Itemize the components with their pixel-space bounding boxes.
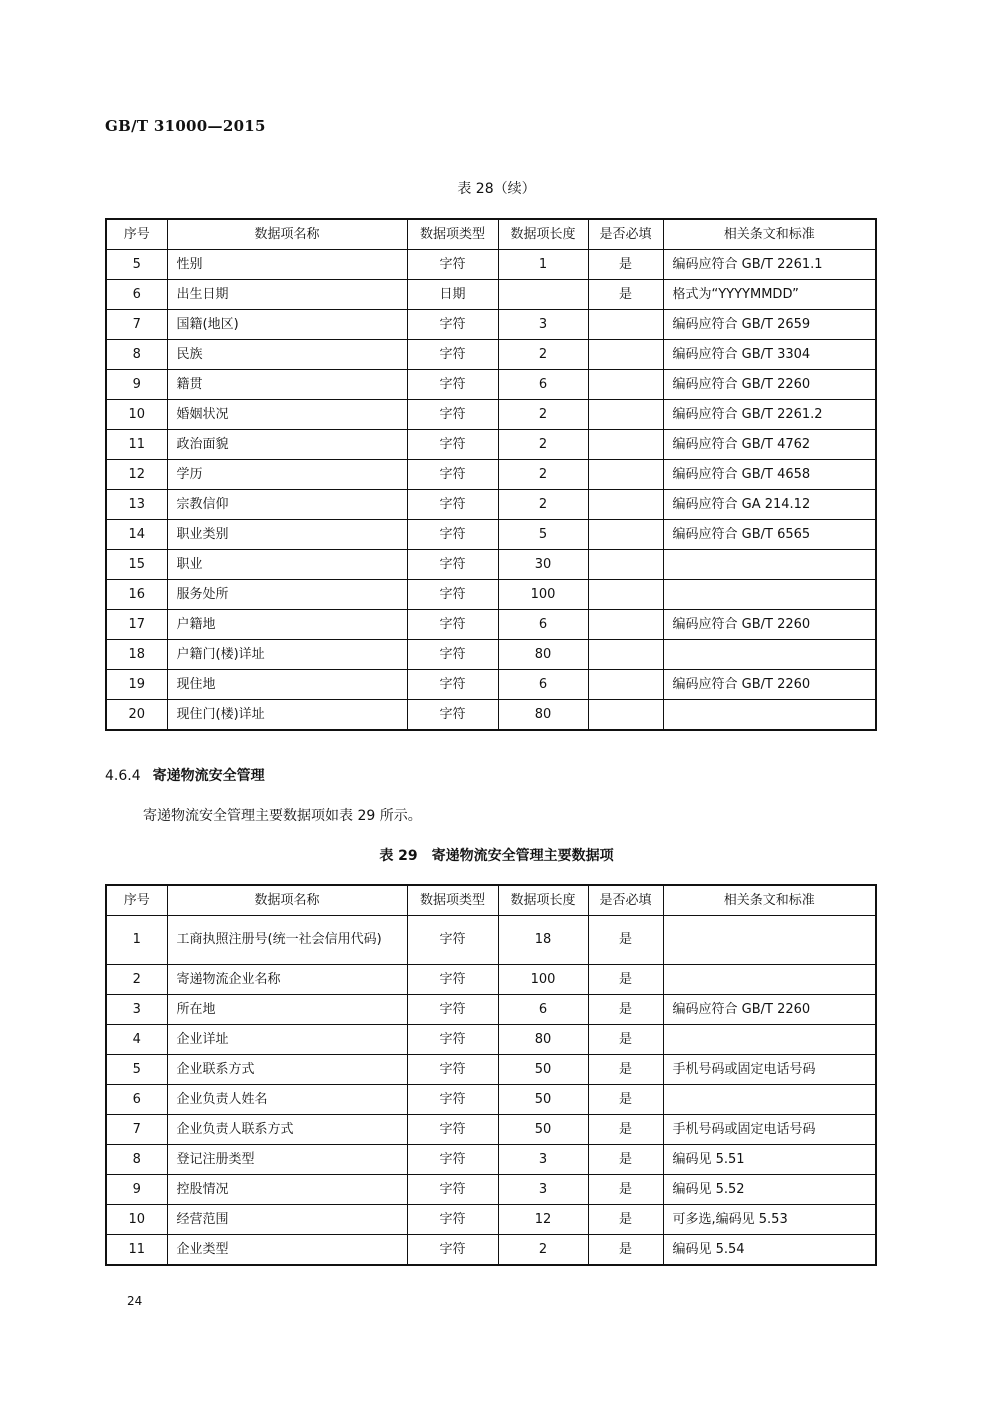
table-row — [106, 400, 876, 430]
cell-col-item-type: 字符 — [407, 1145, 498, 1175]
cell-col-item-length: 2 — [498, 1235, 588, 1266]
cell-col-standard — [663, 550, 876, 580]
cell-col-item-name: 籍贯 — [167, 370, 407, 400]
cell-col-item-name: 政治面貌 — [167, 430, 407, 460]
cell-col-required — [588, 340, 663, 370]
cell-col-item-type: 字符 — [407, 1205, 498, 1235]
cell-col-required: 是 — [588, 1235, 663, 1266]
cell-col-item-name: 控股情况 — [167, 1175, 407, 1205]
table29-header-row — [106, 885, 876, 916]
cell-col-index: 11 — [106, 430, 167, 460]
cell-col-item-type: 字符 — [407, 1115, 498, 1145]
cell-col-standard: 手机号码或固定电话号码 — [663, 1055, 876, 1085]
cell-col-required: 是 — [588, 1145, 663, 1175]
cell-col-index: 16 — [106, 580, 167, 610]
table28 — [105, 218, 877, 731]
cell-col-item-type: 字符 — [407, 610, 498, 640]
table-row — [106, 1145, 876, 1175]
table29-header-col-index: 序号 — [106, 885, 167, 916]
cell-col-item-type: 字符 — [407, 520, 498, 550]
cell-col-item-name: 企业负责人姓名 — [167, 1085, 407, 1115]
cell-col-required: 是 — [588, 916, 663, 965]
cell-col-item-length: 50 — [498, 1085, 588, 1115]
section-number: 4.6.4 — [105, 768, 141, 784]
cell-col-standard — [663, 965, 876, 995]
cell-col-item-type: 字符 — [407, 250, 498, 280]
cell-col-item-type: 字符 — [407, 430, 498, 460]
table-row — [106, 640, 876, 670]
cell-col-item-length: 80 — [498, 640, 588, 670]
cell-col-required — [588, 490, 663, 520]
cell-col-item-name: 寄递物流企业名称 — [167, 965, 407, 995]
cell-col-item-type: 字符 — [407, 340, 498, 370]
cell-col-item-length: 2 — [498, 430, 588, 460]
cell-col-standard — [663, 1025, 876, 1055]
table-row — [106, 250, 876, 280]
cell-col-index: 17 — [106, 610, 167, 640]
cell-col-item-name: 户籍地 — [167, 610, 407, 640]
cell-col-index: 9 — [106, 1175, 167, 1205]
cell-col-item-type: 字符 — [407, 580, 498, 610]
cell-col-item-length: 18 — [498, 916, 588, 965]
table-row — [106, 995, 876, 1025]
cell-col-item-name: 国籍(地区) — [167, 310, 407, 340]
cell-col-item-name: 登记注册类型 — [167, 1145, 407, 1175]
table29-header-col-item-type: 数据项类型 — [407, 885, 498, 916]
cell-col-required: 是 — [588, 1175, 663, 1205]
cell-col-standard — [663, 640, 876, 670]
table-row — [106, 700, 876, 731]
table-row — [106, 460, 876, 490]
cell-col-item-length: 50 — [498, 1115, 588, 1145]
table29-header-col-item-length: 数据项长度 — [498, 885, 588, 916]
cell-col-required: 是 — [588, 250, 663, 280]
cell-col-required — [588, 370, 663, 400]
cell-col-item-length: 6 — [498, 370, 588, 400]
cell-col-required — [588, 400, 663, 430]
cell-col-standard: 编码应符合 GB/T 3304 — [663, 340, 876, 370]
cell-col-index: 7 — [106, 310, 167, 340]
cell-col-standard: 编码应符合 GB/T 6565 — [663, 520, 876, 550]
cell-col-standard: 编码应符合 GB/T 2260 — [663, 670, 876, 700]
cell-col-index: 5 — [106, 250, 167, 280]
cell-col-required: 是 — [588, 280, 663, 310]
cell-col-index: 20 — [106, 700, 167, 731]
cell-col-index: 15 — [106, 550, 167, 580]
cell-col-item-type: 字符 — [407, 310, 498, 340]
cell-col-item-name: 工商执照注册号(统一社会信用代码) — [167, 916, 407, 965]
cell-col-item-name: 所在地 — [167, 995, 407, 1025]
table-row — [106, 310, 876, 340]
cell-col-required — [588, 700, 663, 731]
table-row — [106, 965, 876, 995]
cell-col-item-length: 6 — [498, 610, 588, 640]
table29-caption: 表 29 寄递物流安全管理主要数据项 — [379, 848, 614, 864]
cell-col-standard — [663, 700, 876, 731]
cell-col-item-type: 字符 — [407, 1175, 498, 1205]
cell-col-standard: 编码见 5.54 — [663, 1235, 876, 1266]
section-heading — [105, 765, 265, 785]
cell-col-standard: 格式为“YYYYMMDD” — [663, 280, 876, 310]
table28-header-col-required: 是否必填 — [588, 219, 663, 250]
cell-col-item-name: 性别 — [167, 250, 407, 280]
cell-col-required: 是 — [588, 965, 663, 995]
cell-col-item-name: 现住门(楼)详址 — [167, 700, 407, 731]
table28-header-col-standard: 相关条文和标准 — [663, 219, 876, 250]
cell-col-standard — [663, 916, 876, 965]
cell-col-index: 12 — [106, 460, 167, 490]
table-row — [106, 610, 876, 640]
table-row — [106, 1205, 876, 1235]
cell-col-item-length: 80 — [498, 1025, 588, 1055]
cell-col-standard: 编码应符合 GB/T 2659 — [663, 310, 876, 340]
cell-col-index: 10 — [106, 1205, 167, 1235]
cell-col-item-length: 2 — [498, 460, 588, 490]
table-row — [106, 1085, 876, 1115]
cell-col-standard: 编码应符合 GB/T 2261.1 — [663, 250, 876, 280]
cell-col-item-type: 字符 — [407, 995, 498, 1025]
cell-col-index: 14 — [106, 520, 167, 550]
cell-col-item-type: 字符 — [407, 640, 498, 670]
cell-col-item-type: 字符 — [407, 370, 498, 400]
cell-col-item-length: 100 — [498, 965, 588, 995]
table-row — [106, 1235, 876, 1266]
cell-col-standard: 编码应符合 GA 214.12 — [663, 490, 876, 520]
cell-col-item-length: 5 — [498, 520, 588, 550]
table28-header-row — [106, 219, 876, 250]
table29-header-col-standard: 相关条文和标准 — [663, 885, 876, 916]
cell-col-index: 1 — [106, 916, 167, 965]
cell-col-index: 4 — [106, 1025, 167, 1055]
cell-col-required — [588, 460, 663, 490]
cell-col-required: 是 — [588, 1205, 663, 1235]
cell-col-item-type: 字符 — [407, 965, 498, 995]
table-row — [106, 430, 876, 460]
table-row — [106, 580, 876, 610]
cell-col-index: 19 — [106, 670, 167, 700]
cell-col-index: 6 — [106, 280, 167, 310]
cell-col-item-length: 12 — [498, 1205, 588, 1235]
cell-col-required — [588, 640, 663, 670]
table28-header-col-item-type: 数据项类型 — [407, 219, 498, 250]
table28-caption: 表 28（续） — [457, 181, 536, 197]
cell-col-required — [588, 430, 663, 460]
cell-col-index: 11 — [106, 1235, 167, 1266]
cell-col-required — [588, 610, 663, 640]
table29-header-col-item-name: 数据项名称 — [167, 885, 407, 916]
cell-col-index: 10 — [106, 400, 167, 430]
cell-col-standard: 编码见 5.51 — [663, 1145, 876, 1175]
section-title: 寄递物流安全管理 — [152, 768, 265, 784]
cell-col-item-type: 字符 — [407, 916, 498, 965]
cell-col-item-name: 经营范围 — [167, 1205, 407, 1235]
cell-col-required — [588, 310, 663, 340]
cell-col-item-type: 字符 — [407, 460, 498, 490]
cell-col-item-type: 字符 — [407, 550, 498, 580]
cell-col-item-name: 企业负责人联系方式 — [167, 1115, 407, 1145]
cell-col-item-name: 服务处所 — [167, 580, 407, 610]
cell-col-required — [588, 550, 663, 580]
table-row — [106, 916, 876, 965]
cell-col-standard — [663, 580, 876, 610]
cell-col-item-type: 字符 — [407, 1025, 498, 1055]
cell-col-item-name: 户籍门(楼)详址 — [167, 640, 407, 670]
cell-col-standard: 手机号码或固定电话号码 — [663, 1115, 876, 1145]
table28-header-col-item-name: 数据项名称 — [167, 219, 407, 250]
cell-col-item-name: 职业 — [167, 550, 407, 580]
cell-col-item-name: 民族 — [167, 340, 407, 370]
table-row — [106, 1025, 876, 1055]
cell-col-item-type: 字符 — [407, 1235, 498, 1266]
cell-col-item-name: 企业详址 — [167, 1025, 407, 1055]
cell-col-standard: 可多选,编码见 5.53 — [663, 1205, 876, 1235]
cell-col-item-type: 字符 — [407, 490, 498, 520]
cell-col-required: 是 — [588, 1025, 663, 1055]
cell-col-index: 3 — [106, 995, 167, 1025]
cell-col-standard: 编码应符合 GB/T 2261.2 — [663, 400, 876, 430]
cell-col-standard — [663, 1085, 876, 1115]
table-row — [106, 670, 876, 700]
table28-header-col-item-length: 数据项长度 — [498, 219, 588, 250]
cell-col-item-name: 企业联系方式 — [167, 1055, 407, 1085]
cell-col-standard: 编码应符合 GB/T 4762 — [663, 430, 876, 460]
cell-col-item-name: 企业类型 — [167, 1235, 407, 1266]
cell-col-item-type: 字符 — [407, 670, 498, 700]
table-row — [106, 1055, 876, 1085]
cell-col-required: 是 — [588, 1115, 663, 1145]
cell-col-standard: 编码应符合 GB/T 4658 — [663, 460, 876, 490]
cell-col-item-length: 2 — [498, 400, 588, 430]
cell-col-item-length: 1 — [498, 250, 588, 280]
table-row — [106, 490, 876, 520]
cell-col-index: 2 — [106, 965, 167, 995]
cell-col-required: 是 — [588, 995, 663, 1025]
cell-col-required: 是 — [588, 1085, 663, 1115]
cell-col-required — [588, 670, 663, 700]
cell-col-item-name: 学历 — [167, 460, 407, 490]
cell-col-standard: 编码见 5.52 — [663, 1175, 876, 1205]
cell-col-item-length: 6 — [498, 995, 588, 1025]
cell-col-item-length: 3 — [498, 310, 588, 340]
cell-col-required — [588, 520, 663, 550]
cell-col-item-length: 30 — [498, 550, 588, 580]
cell-col-item-length: 2 — [498, 490, 588, 520]
cell-col-required — [588, 580, 663, 610]
cell-col-index: 13 — [106, 490, 167, 520]
cell-col-item-name: 现住地 — [167, 670, 407, 700]
cell-col-index: 8 — [106, 340, 167, 370]
table-row — [106, 520, 876, 550]
cell-col-item-name: 婚姻状况 — [167, 400, 407, 430]
cell-col-item-type: 日期 — [407, 280, 498, 310]
cell-col-item-length: 6 — [498, 670, 588, 700]
table-row — [106, 370, 876, 400]
cell-col-index: 7 — [106, 1115, 167, 1145]
table29-header-col-required: 是否必填 — [588, 885, 663, 916]
cell-col-index: 6 — [106, 1085, 167, 1115]
cell-col-item-length: 3 — [498, 1145, 588, 1175]
section-paragraph: 寄递物流安全管理主要数据项如表 29 所示。 — [143, 808, 422, 824]
cell-col-required: 是 — [588, 1055, 663, 1085]
document-code: GB/T 31000—2015 — [105, 117, 266, 135]
cell-col-item-type: 字符 — [407, 1055, 498, 1085]
cell-col-index: 8 — [106, 1145, 167, 1175]
cell-col-standard: 编码应符合 GB/T 2260 — [663, 610, 876, 640]
cell-col-item-type: 字符 — [407, 400, 498, 430]
table-row — [106, 340, 876, 370]
cell-col-item-type: 字符 — [407, 700, 498, 731]
cell-col-item-length: 50 — [498, 1055, 588, 1085]
cell-col-index: 9 — [106, 370, 167, 400]
table-row — [106, 550, 876, 580]
table29 — [105, 884, 877, 1266]
table-row — [106, 1175, 876, 1205]
cell-col-item-name: 出生日期 — [167, 280, 407, 310]
cell-col-standard: 编码应符合 GB/T 2260 — [663, 995, 876, 1025]
cell-col-item-name: 职业类别 — [167, 520, 407, 550]
cell-col-item-name: 宗教信仰 — [167, 490, 407, 520]
cell-col-item-length: 80 — [498, 700, 588, 731]
cell-col-index: 18 — [106, 640, 167, 670]
table-row — [106, 280, 876, 310]
cell-col-item-length — [498, 280, 588, 310]
cell-col-standard: 编码应符合 GB/T 2260 — [663, 370, 876, 400]
table28-header-col-index: 序号 — [106, 219, 167, 250]
cell-col-index: 5 — [106, 1055, 167, 1085]
cell-col-item-length: 2 — [498, 340, 588, 370]
cell-col-item-length: 3 — [498, 1175, 588, 1205]
page-number: 24 — [127, 1294, 143, 1308]
cell-col-item-type: 字符 — [407, 1085, 498, 1115]
cell-col-item-length: 100 — [498, 580, 588, 610]
table-row — [106, 1115, 876, 1145]
